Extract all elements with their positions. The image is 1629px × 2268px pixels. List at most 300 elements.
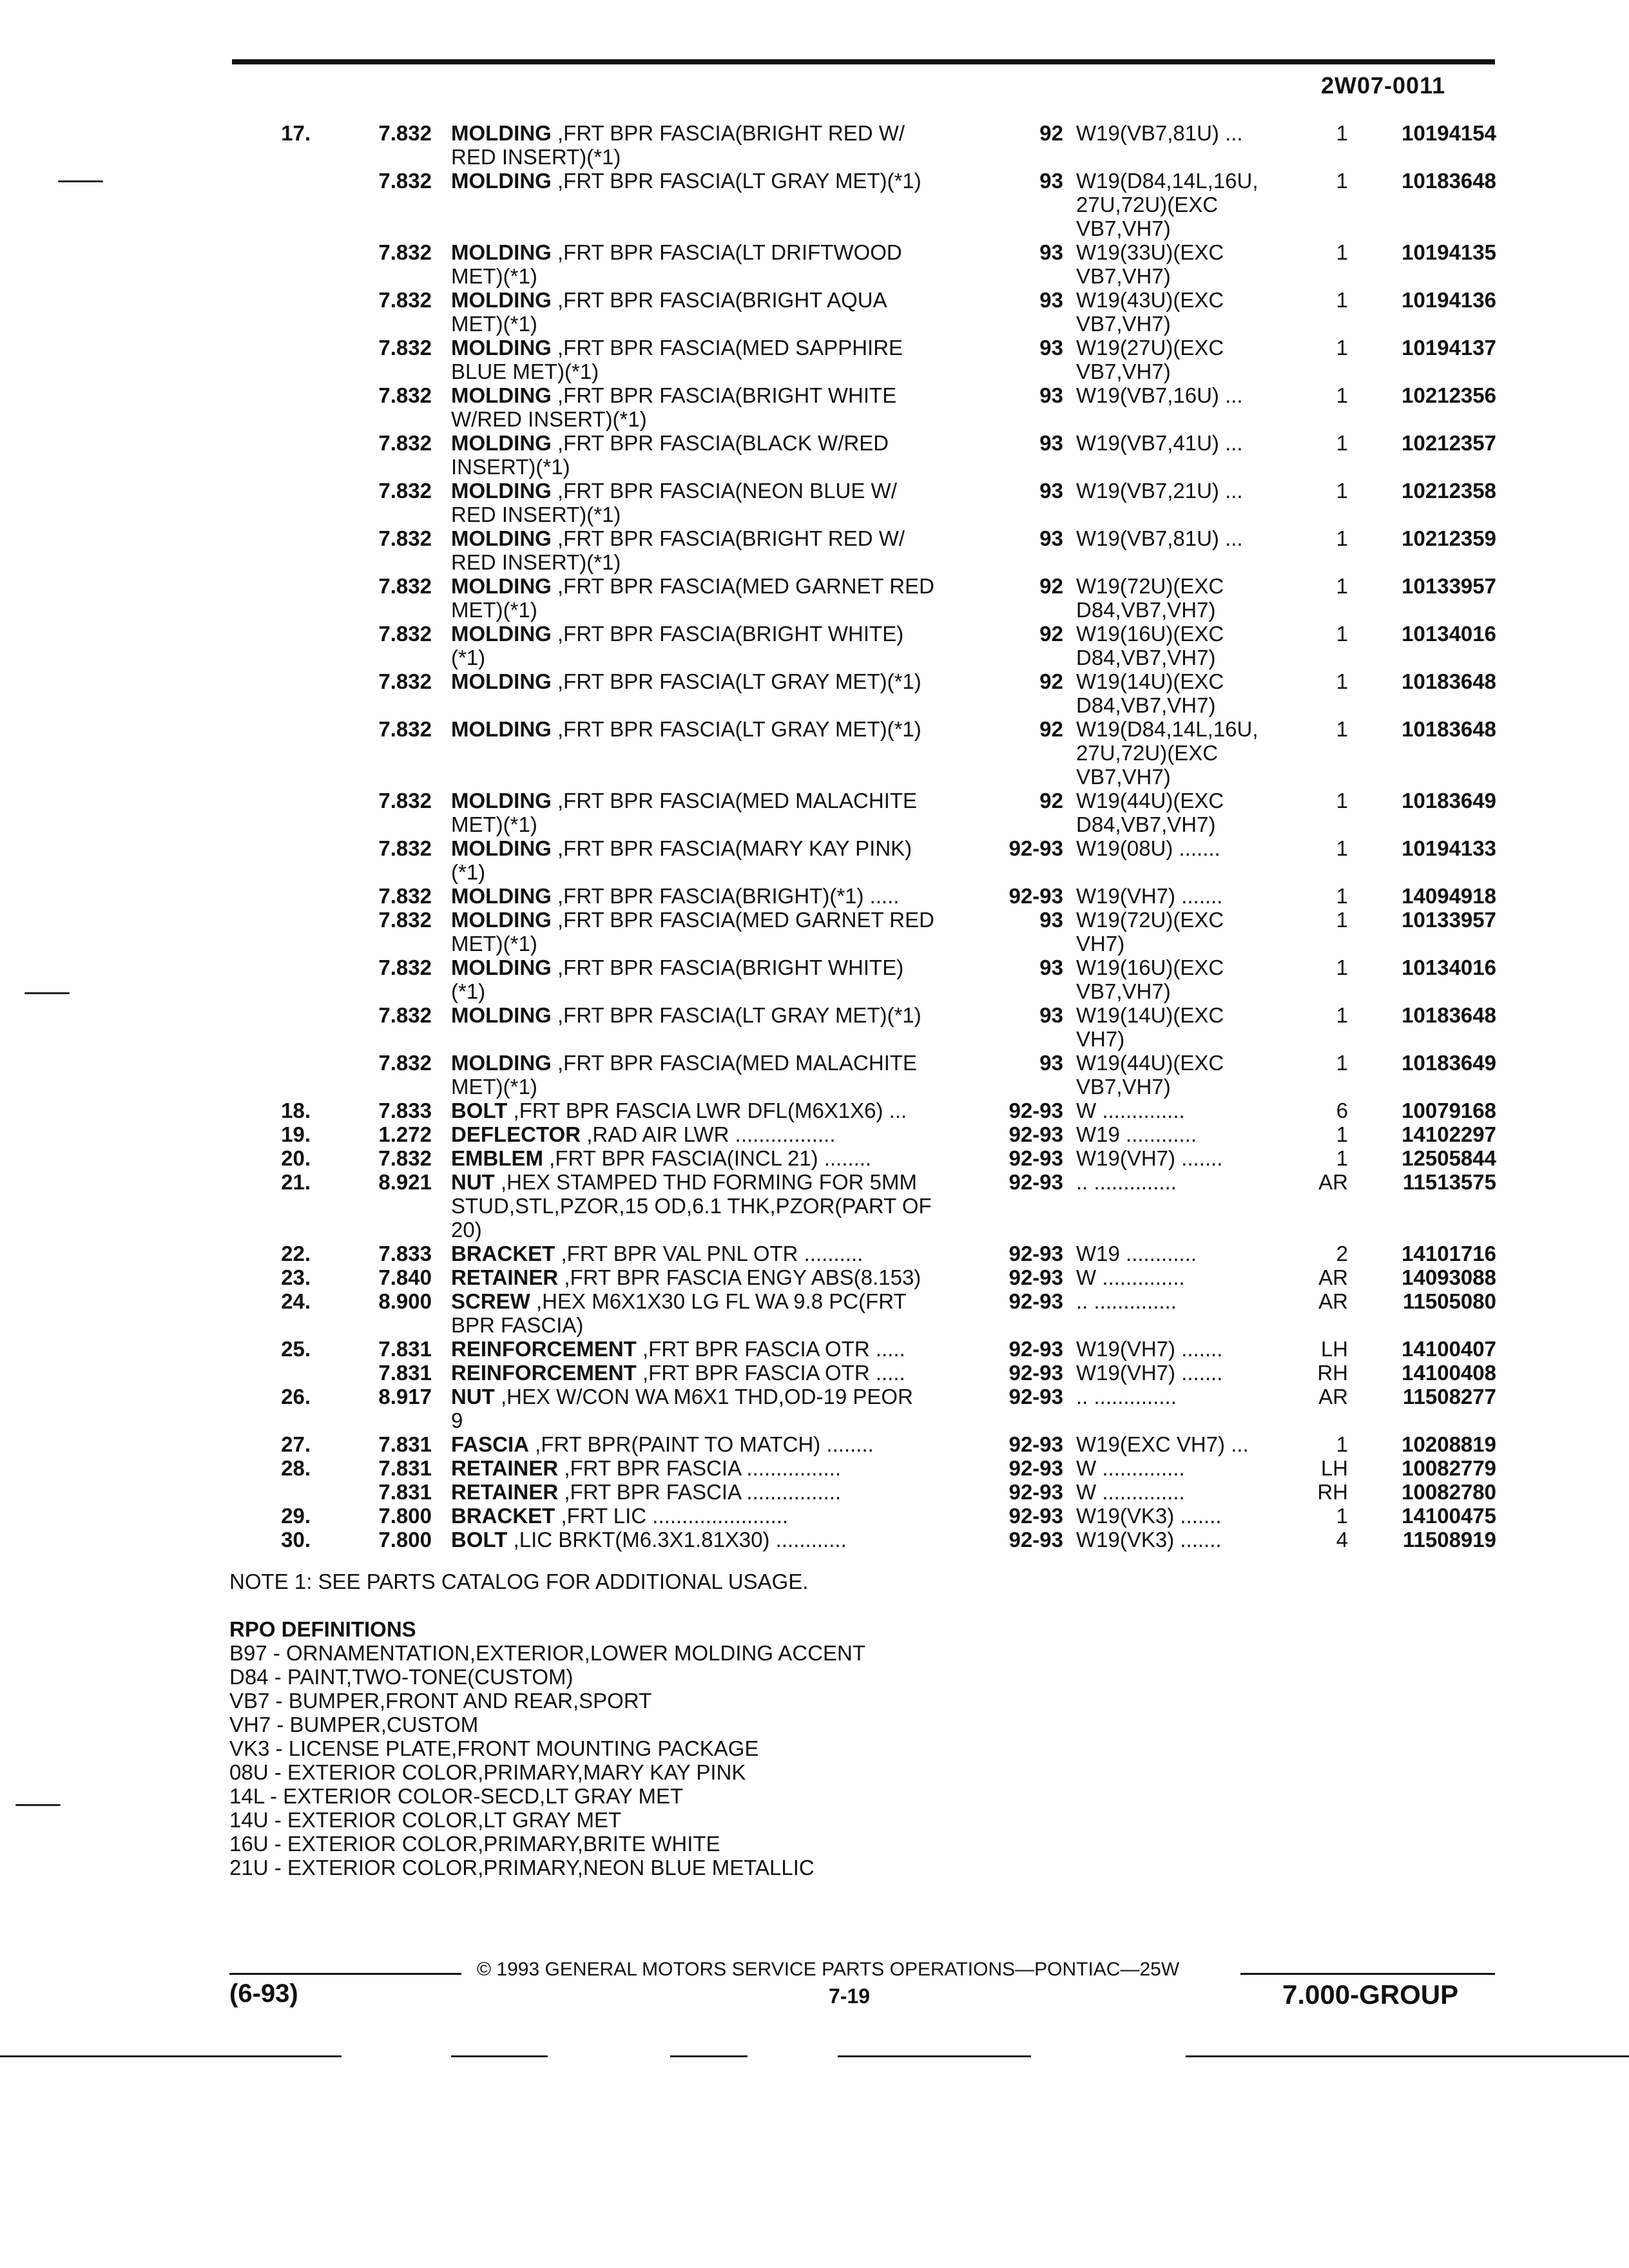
part-keyword: MOLDING [451, 717, 552, 741]
part-number: 14102297 [1402, 1122, 1496, 1146]
usage-code: W19 ............ [1076, 1242, 1197, 1265]
part-description [451, 1313, 979, 1337]
part-description [451, 836, 979, 860]
usage-code: VB7,VH7) [1076, 216, 1171, 240]
rpo-item: D84 - PAINT,TWO-TONE(CUSTOM) [229, 1665, 574, 1689]
table-row [0, 1003, 1629, 1027]
usage-code: W19(VB7,21U) ... [1076, 479, 1243, 503]
part-number: 14093088 [1402, 1265, 1496, 1289]
part-keyword: BOLT [451, 1099, 508, 1122]
part-description-text: ,FRT BPR FASCIA(BRIGHT)(*1) ..... [551, 884, 900, 908]
group-number: 7.832 [378, 431, 432, 455]
ref-number: 22. [281, 1242, 311, 1265]
usage-code: W19(08U) ....... [1076, 836, 1220, 860]
table-row [0, 932, 1629, 956]
part-description-text: ,FRT LIC ....................... [555, 1504, 789, 1528]
table-row [0, 1432, 1629, 1456]
quantity: 1 [1336, 884, 1348, 908]
part-number: 11505080 [1402, 1289, 1496, 1313]
part-description-text: ,FRT BPR FASCIA(MED SAPPHIRE [551, 336, 903, 360]
model-year: 92-93 [1008, 1361, 1063, 1385]
table-row [0, 193, 1629, 216]
group-number: 7.833 [378, 1242, 432, 1265]
group-number: 7.832 [378, 1051, 432, 1075]
part-keyword: MOLDING [451, 1003, 552, 1027]
part-description-text: 20) [451, 1218, 482, 1242]
usage-code: W19(44U)(EXC [1076, 789, 1224, 812]
table-row [0, 1218, 1629, 1242]
rpo-item: 21U - EXTERIOR COLOR,PRIMARY,NEON BLUE METALLIC [229, 1856, 815, 1879]
usage-code: .. .............. [1076, 1289, 1177, 1313]
table-row [0, 1504, 1629, 1528]
model-year: 93 [1039, 479, 1063, 503]
usage-code: VH7) [1076, 1027, 1125, 1051]
part-description-text: ,FRT BPR FASCIA(INCL 21) ........ [543, 1146, 872, 1170]
model-year: 93 [1039, 336, 1063, 360]
usage-code: W19(16U)(EXC [1076, 956, 1224, 979]
part-keyword: SCREW [451, 1289, 530, 1313]
part-description [451, 550, 979, 574]
quantity: 1 [1336, 1051, 1348, 1075]
group-number: 7.840 [378, 1265, 432, 1289]
part-description-text: ,FRT BPR FASCIA(LT GRAY MET)(*1) [551, 1003, 921, 1027]
usage-code: W .............. [1076, 1265, 1185, 1289]
part-description [451, 646, 979, 669]
part-description [451, 1051, 979, 1075]
part-keyword: BRACKET [451, 1242, 555, 1265]
rpo-heading: RPO DEFINITIONS [229, 1617, 416, 1641]
footer-rule-left [229, 1973, 461, 1975]
part-number: 10194137 [1402, 336, 1496, 360]
table-row [0, 1313, 1629, 1337]
group-number: 7.832 [378, 574, 432, 598]
table-row [0, 1027, 1629, 1051]
table-row [0, 216, 1629, 240]
part-number: 10079168 [1402, 1099, 1496, 1122]
table-row [0, 1408, 1629, 1432]
ref-number: 25. [281, 1337, 311, 1361]
usage-code: D84,VB7,VH7) [1076, 812, 1216, 836]
usage-code: W19(VB7,81U) ... [1076, 526, 1243, 550]
model-year: 92-93 [1008, 1170, 1063, 1194]
part-description [451, 1337, 979, 1361]
table-row [0, 169, 1629, 193]
table-row [0, 288, 1629, 312]
model-year: 92-93 [1008, 836, 1063, 860]
model-year: 92-93 [1008, 1265, 1063, 1289]
part-keyword: REINFORCEMENT [451, 1361, 637, 1385]
model-year: 92-93 [1008, 1289, 1063, 1313]
part-description-text: RED INSERT)(*1) [451, 550, 621, 574]
part-description [451, 479, 979, 503]
quantity: 1 [1336, 1504, 1348, 1528]
part-number: 14100408 [1402, 1361, 1496, 1385]
part-description-text: ,FRT BPR FASCIA OTR ..... [636, 1361, 905, 1385]
group-number: 7.832 [378, 240, 432, 264]
usage-code: W19(16U)(EXC [1076, 622, 1224, 646]
usage-code: W19(27U)(EXC [1076, 336, 1224, 360]
part-number: 12505844 [1402, 1146, 1496, 1170]
group-number: 7.832 [378, 884, 432, 908]
group-number: 8.921 [378, 1170, 432, 1194]
part-description [451, 1218, 979, 1242]
table-row [0, 1242, 1629, 1265]
table-row [0, 336, 1629, 360]
table-row [0, 264, 1629, 288]
part-description [451, 812, 979, 836]
group-number: 7.831 [378, 1480, 432, 1504]
part-description-text: INSERT)(*1) [451, 455, 570, 479]
model-year: 92 [1039, 789, 1063, 812]
table-row [0, 979, 1629, 1003]
part-description-text: ,FRT BPR FASCIA(LT GRAY MET)(*1) [551, 669, 921, 693]
part-keyword: BRACKET [451, 1504, 555, 1528]
part-description [451, 121, 979, 145]
table-row [0, 646, 1629, 669]
table-row [0, 669, 1629, 693]
part-keyword: MOLDING [451, 669, 552, 693]
part-description [451, 979, 979, 1003]
part-number: 10194135 [1402, 240, 1496, 264]
table-row [0, 1194, 1629, 1218]
part-description [451, 884, 979, 908]
part-description-text: ,FRT BPR FASCIA(LT GRAY MET)(*1) [551, 717, 921, 741]
part-description-text: STUD,STL,PZOR,15 OD,6.1 THK,PZOR(PART OF [451, 1194, 932, 1218]
rpo-definitions [229, 1617, 865, 1879]
part-description-text: ,FRT BPR FASCIA(MED GARNET RED [551, 574, 934, 598]
part-description-text: ,FRT BPR FASCIA(MED GARNET RED [551, 908, 934, 932]
usage-code: VB7,VH7) [1076, 264, 1171, 288]
table-row [0, 240, 1629, 264]
group-number: 8.917 [378, 1385, 432, 1408]
part-description-text: (*1) [451, 860, 486, 884]
part-description [451, 932, 979, 956]
part-description-text: ,FRT BPR FASCIA(BRIGHT AQUA [551, 288, 887, 312]
part-description [451, 1480, 979, 1504]
usage-code: W19(VK3) ....... [1076, 1528, 1222, 1552]
usage-code: W19(43U)(EXC [1076, 288, 1224, 312]
table-row [0, 1456, 1629, 1480]
model-year: 93 [1039, 240, 1063, 264]
part-keyword: MOLDING [451, 288, 552, 312]
quantity: AR [1318, 1265, 1348, 1289]
part-number: 10183649 [1402, 789, 1496, 812]
part-number: 10082779 [1402, 1456, 1496, 1480]
table-row [0, 741, 1629, 765]
group-number: 7.832 [378, 121, 432, 145]
part-description-text: ,HEX STAMPED THD FORMING FOR 5MM [494, 1170, 917, 1194]
part-keyword: MOLDING [451, 526, 552, 550]
usage-code: VB7,VH7) [1076, 312, 1171, 336]
group-number: 7.832 [378, 717, 432, 741]
page-code: 2W07-0011 [1321, 72, 1446, 99]
part-number: 10208819 [1402, 1432, 1496, 1456]
part-keyword: DEFLECTOR [451, 1122, 581, 1146]
group-number: 1.272 [378, 1122, 432, 1146]
part-description-text: (*1) [451, 979, 486, 1003]
part-description-text: MET)(*1) [451, 812, 537, 836]
quantity: 6 [1336, 1099, 1348, 1122]
part-keyword: REINFORCEMENT [451, 1337, 637, 1361]
part-description-text: RED INSERT)(*1) [451, 145, 621, 169]
group-number: 7.832 [378, 669, 432, 693]
footer-rule-right [1240, 1973, 1495, 1975]
usage-code: W19(VB7,81U) ... [1076, 121, 1243, 145]
model-year: 92-93 [1008, 1099, 1063, 1122]
part-description [451, 1242, 979, 1265]
part-number: 10183648 [1402, 169, 1496, 193]
part-number: 10133957 [1402, 908, 1496, 932]
usage-code: W19 ............ [1076, 1122, 1197, 1146]
quantity: AR [1318, 1385, 1348, 1408]
table-row [0, 836, 1629, 860]
part-number: 10134016 [1402, 622, 1496, 646]
part-description [451, 908, 979, 932]
quantity: 4 [1336, 1528, 1348, 1552]
scan-line [451, 2055, 548, 2057]
table-row [0, 908, 1629, 932]
part-description-text: ,FRT BPR VAL PNL OTR .......... [555, 1242, 863, 1265]
part-description [451, 1385, 979, 1408]
quantity: 1 [1336, 1003, 1348, 1027]
part-number: 10134016 [1402, 956, 1496, 979]
part-description-text: 9 [451, 1408, 463, 1432]
part-number: 10212356 [1402, 383, 1496, 407]
group-number: 7.832 [378, 526, 432, 550]
usage-code: W19(33U)(EXC [1076, 240, 1224, 264]
part-number: 10194154 [1402, 121, 1496, 145]
quantity: 1 [1336, 669, 1348, 693]
ref-number: 17. [281, 121, 311, 145]
quantity: 1 [1336, 383, 1348, 407]
table-row [0, 884, 1629, 908]
quantity: 1 [1336, 121, 1348, 145]
ref-number: 21. [281, 1170, 311, 1194]
part-number: 10183649 [1402, 1051, 1496, 1075]
usage-code: W19(14U)(EXC [1076, 669, 1224, 693]
part-description-text: ,RAD AIR LWR ................. [581, 1122, 836, 1146]
usage-code: D84,VB7,VH7) [1076, 646, 1216, 669]
model-year: 93 [1039, 383, 1063, 407]
usage-code: VH7) [1076, 932, 1125, 956]
usage-code: W19(72U)(EXC [1076, 574, 1224, 598]
part-description-text: MET)(*1) [451, 312, 537, 336]
part-description [451, 383, 979, 407]
part-number: 10212359 [1402, 526, 1496, 550]
page-number: 7-19 [829, 1984, 871, 2008]
part-description [451, 407, 979, 431]
table-row [0, 1361, 1629, 1385]
part-description-text: ,FRT BPR FASCIA(BRIGHT WHITE) [551, 622, 904, 646]
part-description [451, 717, 979, 741]
usage-code: .. .............. [1076, 1385, 1177, 1408]
part-description [451, 264, 979, 288]
usage-code: W .............. [1076, 1480, 1185, 1504]
table-row [0, 479, 1629, 503]
header-rule [232, 59, 1495, 64]
quantity: LH [1320, 1337, 1348, 1361]
part-description [451, 1194, 979, 1218]
part-description-text: ,FRT BPR FASCIA(MED MALACHITE [551, 789, 918, 812]
part-description [451, 1146, 979, 1170]
table-row [0, 812, 1629, 836]
part-description-text: MET)(*1) [451, 264, 537, 288]
part-keyword: MOLDING [451, 431, 552, 455]
usage-code: W19(D84,14L,16U, [1076, 717, 1258, 741]
part-number: 11508919 [1402, 1528, 1496, 1552]
quantity: RH [1317, 1480, 1348, 1504]
part-description [451, 288, 979, 312]
group-number: 7.832 [378, 169, 432, 193]
part-description-text: ,FRT BPR FASCIA(BRIGHT RED W/ [551, 526, 905, 550]
part-description-text: ,FRT BPR FASCIA(NEON BLUE W/ [551, 479, 897, 503]
part-keyword: MOLDING [451, 789, 552, 812]
part-number: 10194133 [1402, 836, 1496, 860]
table-row [0, 1265, 1629, 1289]
usage-code: W19(72U)(EXC [1076, 908, 1224, 932]
part-description-text: BPR FASCIA) [451, 1313, 584, 1337]
usage-code: VB7,VH7) [1076, 360, 1171, 383]
usage-code: VB7,VH7) [1076, 979, 1171, 1003]
part-description [451, 455, 979, 479]
part-description [451, 312, 979, 336]
part-description-text: ,HEX M6X1X30 LG FL WA 9.8 PC(FRT [530, 1289, 907, 1313]
copyright-text: © 1993 GENERAL MOTORS SERVICE PARTS OPERATIONS—PONTIAC—25W [477, 1959, 1180, 1980]
table-row [0, 1480, 1629, 1504]
model-year: 92-93 [1008, 1432, 1063, 1456]
group-number: 7.800 [378, 1528, 432, 1552]
table-row [0, 1122, 1629, 1146]
part-number: 14100407 [1402, 1337, 1496, 1361]
model-year: 92-93 [1008, 1480, 1063, 1504]
part-description-text: ,LIC BRKT(M6.3X1.81X30) ............ [507, 1528, 847, 1552]
table-row [0, 1075, 1629, 1099]
part-keyword: NUT [451, 1385, 495, 1408]
table-row [0, 789, 1629, 812]
rpo-item: VK3 - LICENSE PLATE,FRONT MOUNTING PACKAGE [229, 1736, 759, 1760]
usage-code: W .............. [1076, 1456, 1185, 1480]
part-description-text: ,FRT BPR FASCIA(MARY KAY PINK) [551, 836, 912, 860]
part-description [451, 1504, 979, 1528]
part-description-text: ,FRT BPR FASCIA(LT GRAY MET)(*1) [551, 169, 921, 193]
part-description [451, 1289, 979, 1313]
group-number: 7.832 [378, 836, 432, 860]
table-row [0, 1099, 1629, 1122]
table-row [0, 503, 1629, 526]
part-keyword: MOLDING [451, 240, 552, 264]
part-keyword: MOLDING [451, 336, 552, 360]
usage-code: W19(VH7) ....... [1076, 1146, 1223, 1170]
group-number: 7.832 [378, 789, 432, 812]
usage-code: W19(14U)(EXC [1076, 1003, 1224, 1027]
quantity: AR [1318, 1170, 1348, 1194]
model-year: 92 [1039, 717, 1063, 741]
ref-number: 19. [281, 1122, 311, 1146]
group-number: 7.832 [378, 336, 432, 360]
part-description [451, 1099, 979, 1122]
ref-number: 28. [281, 1456, 311, 1480]
part-number: 10183648 [1402, 1003, 1496, 1027]
part-description-text: RED INSERT)(*1) [451, 503, 621, 526]
part-description-text: ,FRT BPR FASCIA(MED MALACHITE [551, 1051, 918, 1075]
part-keyword: MOLDING [451, 956, 552, 979]
model-year: 92-93 [1008, 1385, 1063, 1408]
model-year: 92-93 [1008, 1504, 1063, 1528]
table-row [0, 145, 1629, 169]
table-row [0, 1289, 1629, 1313]
part-description [451, 598, 979, 622]
table-row [0, 693, 1629, 717]
part-description-text: ,FRT BPR FASCIA ................ [558, 1456, 842, 1480]
usage-code: 27U,72U)(EXC [1076, 193, 1219, 216]
model-year: 92-93 [1008, 1456, 1063, 1480]
model-year: 93 [1039, 526, 1063, 550]
quantity: 2 [1336, 1242, 1348, 1265]
table-row [0, 1385, 1629, 1408]
margin-mark [15, 1804, 61, 1806]
part-description [451, 360, 979, 383]
part-description [451, 431, 979, 455]
table-row [0, 598, 1629, 622]
group-number: 7.832 [378, 956, 432, 979]
part-description [451, 145, 979, 169]
table-row [0, 407, 1629, 431]
rpo-item: VH7 - BUMPER,CUSTOM [229, 1713, 479, 1736]
part-keyword: FASCIA [451, 1432, 530, 1456]
table-row [0, 956, 1629, 979]
part-number: 14100475 [1402, 1504, 1496, 1528]
part-description [451, 1432, 979, 1456]
table-row [0, 717, 1629, 741]
part-description [451, 1265, 979, 1289]
usage-code: W19(VH7) ....... [1076, 1361, 1223, 1385]
group-number: 8.900 [378, 1289, 432, 1313]
usage-code: W19(VB7,41U) ... [1076, 431, 1243, 455]
usage-code: 27U,72U)(EXC [1076, 741, 1219, 765]
ref-number: 27. [281, 1432, 311, 1456]
model-year: 92-93 [1008, 884, 1063, 908]
usage-code: VB7,VH7) [1076, 765, 1171, 789]
part-description [451, 526, 979, 550]
part-description-text: ,FRT BPR(PAINT TO MATCH) ........ [529, 1432, 874, 1456]
usage-code: VB7,VH7) [1076, 1075, 1171, 1099]
quantity: 1 [1336, 336, 1348, 360]
ref-number: 30. [281, 1528, 311, 1552]
group-label: 7.000-GROUP [1282, 1979, 1459, 2010]
table-row [0, 312, 1629, 336]
model-year: 92 [1039, 622, 1063, 646]
part-description [451, 1408, 979, 1432]
part-description [451, 503, 979, 526]
table-row [0, 860, 1629, 884]
usage-code: W19(44U)(EXC [1076, 1051, 1224, 1075]
model-year: 92 [1039, 574, 1063, 598]
part-number: 11513575 [1402, 1170, 1496, 1194]
quantity: 1 [1336, 1146, 1348, 1170]
scan-line [670, 2055, 747, 2057]
part-keyword: MOLDING [451, 479, 552, 503]
quantity: RH [1317, 1361, 1348, 1385]
part-number: 10082780 [1402, 1480, 1496, 1504]
part-description [451, 1075, 979, 1099]
footnote: NOTE 1: SEE PARTS CATALOG FOR ADDITIONAL USAGE. [229, 1570, 809, 1593]
table-row [0, 622, 1629, 646]
usage-code: D84,VB7,VH7) [1076, 693, 1216, 717]
model-year: 93 [1039, 169, 1063, 193]
part-description-text: ,HEX W/CON WA M6X1 THD,OD-19 PEOR [494, 1385, 913, 1408]
part-number: 10183648 [1402, 717, 1496, 741]
quantity: 1 [1336, 789, 1348, 812]
